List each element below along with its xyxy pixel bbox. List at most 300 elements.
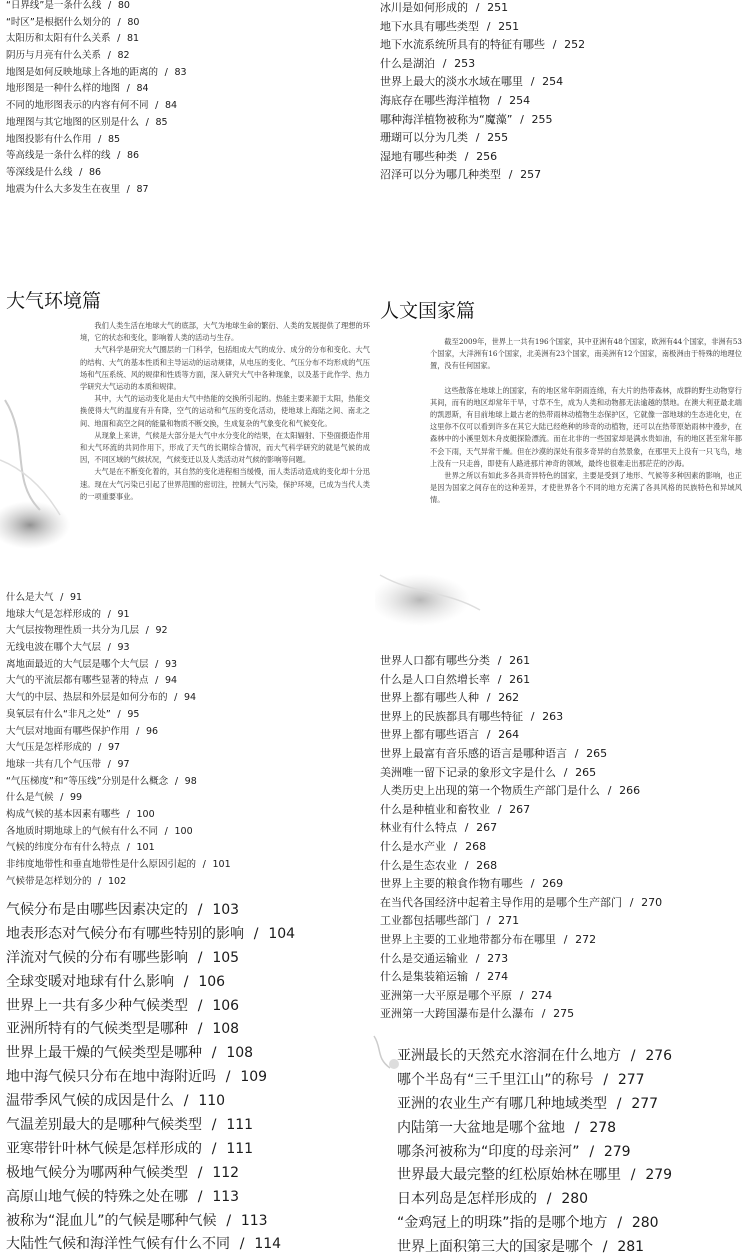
entry-title: 世界上主要的工业地带都分布在哪里 (380, 932, 556, 946)
separator: / (117, 33, 121, 45)
toc-entry[interactable] (380, 950, 745, 969)
toc-entry[interactable] (6, 971, 368, 995)
intro-paragraph: 大气科学是研究大气圈层的一门科学，包括组成大气的成分、成分的分布和变化、大气的结构、大气的基本性质和主导运动的运动规律，从电压的变化、气压分布不均形成的气压场和气压系统、风的规律和性质等方面，深入研究大气中各种现象，以及基于此作学、热力学研究大气运动的本质和规律。 (80, 345, 370, 392)
separator: / (98, 875, 102, 887)
toc-entry[interactable] (397, 1141, 745, 1165)
entry-page: 254 (542, 75, 564, 89)
toc-entry[interactable] (6, 707, 366, 724)
entry-page: 85 (108, 133, 121, 145)
separator: / (253, 925, 259, 942)
separator: / (239, 1236, 245, 1253)
separator: / (197, 1021, 203, 1038)
toc-entry[interactable] (380, 55, 745, 74)
entry-title: 地图是如何反映地球上各地的距离的 (6, 66, 159, 78)
entry-title: 世界最大最完整的红松原始林在哪里 (397, 1167, 621, 1184)
toc-entry[interactable] (6, 1162, 368, 1186)
entry-title: 在当代各国经济中起着主导作用的是哪个生产部门 (380, 895, 622, 909)
entry-page: 255 (487, 131, 509, 145)
separator: / (197, 997, 203, 1014)
entry-page: 87 (136, 183, 149, 195)
separator: / (541, 1007, 546, 1021)
toc-entry[interactable] (6, 132, 366, 149)
entry-page: 280 (561, 1191, 589, 1208)
separator: / (530, 709, 535, 723)
toc-entry[interactable] (380, 819, 745, 838)
separator: / (552, 38, 557, 52)
entry-title: 世界上都有哪些人种 (380, 691, 479, 705)
entry-page: 265 (575, 765, 597, 779)
toc-entry[interactable] (397, 1069, 745, 1093)
entry-title: 大气的平流层都有哪些显著的特点 (6, 675, 149, 687)
separator: / (79, 166, 83, 178)
toc-entry[interactable] (6, 1210, 368, 1234)
entry-title: 洋流对气候的分布有哪些影响 (6, 949, 188, 966)
entry-page: 81 (127, 33, 140, 45)
toc-entry[interactable] (380, 912, 745, 931)
entry-title: 世界上一共有多少种气候类型 (6, 997, 188, 1014)
toc-entry[interactable] (380, 931, 745, 950)
intro-paragraph: 我们人类生活在地球大气的底部，大气为地球生命的繁衍、人类的发展提供了理想的环境，它的状态和变化，影响着人类的活动与生存。 (80, 321, 370, 343)
entry-page: 271 (498, 914, 520, 928)
entry-title: “日界线”是一条什么线 (6, 0, 102, 11)
toc-entry[interactable] (397, 1188, 745, 1212)
toc-entry[interactable] (380, 36, 745, 55)
separator: / (486, 728, 491, 742)
entry-page: 92 (155, 625, 168, 637)
separator: / (602, 1239, 608, 1256)
separator: / (464, 821, 469, 835)
toc-entry[interactable] (6, 724, 366, 741)
toc-entry[interactable] (6, 807, 366, 824)
entry-page: 257 (520, 168, 542, 182)
separator: / (563, 765, 568, 779)
entry-title: 离地面最近的大气层是哪个大气层 (6, 658, 149, 670)
entry-title: 什么是集装箱运输 (380, 970, 468, 984)
separator: / (486, 914, 491, 928)
toc-entry[interactable] (380, 838, 745, 857)
separator: / (574, 746, 579, 760)
entry-page: 82 (117, 50, 130, 62)
toc-entry[interactable] (6, 740, 366, 757)
separator: / (603, 1071, 609, 1088)
entry-page: 100 (174, 825, 193, 837)
toc-entry[interactable] (6, 757, 366, 774)
entry-page: 94 (184, 692, 197, 704)
toc-entry[interactable] (6, 115, 366, 132)
entry-title: 全球变暖对地球有什么影响 (6, 973, 174, 990)
toc-entry[interactable] (397, 1045, 745, 1069)
entry-title: 等深线是什么线 (6, 166, 73, 178)
entry-page: 101 (212, 859, 231, 870)
entry-title: 世界上主要的粮食作物有哪些 (380, 877, 523, 891)
entry-page: 277 (631, 1095, 659, 1112)
toc-entry[interactable] (6, 48, 366, 65)
toc-entry[interactable] (6, 774, 366, 791)
toc-entry[interactable] (380, 652, 745, 671)
section-heading-atmosphere: 大气环境篇 (6, 290, 102, 312)
toc-entry[interactable] (397, 1117, 745, 1141)
entry-page: 251 (487, 1, 509, 14)
toc-entry[interactable] (380, 857, 745, 876)
entry-page: 253 (454, 56, 476, 70)
entry-page: 266 (619, 784, 641, 798)
toc-entry[interactable] (380, 92, 745, 111)
entry-page: 91 (117, 608, 130, 620)
entry-title: 被称为“混血儿”的气候是哪种气候 (6, 1212, 217, 1229)
entry-title: 世界上最富有音乐感的语言是哪种语言 (380, 746, 567, 760)
entry-page: 80 (127, 16, 140, 28)
toc-entry[interactable] (380, 111, 745, 130)
entry-title: 臭氧层有什么“非凡之处” (6, 708, 111, 720)
toc-entry[interactable] (6, 840, 366, 857)
entry-page: 254 (509, 93, 531, 107)
entry-title: “金鸡冠上的明珠”指的是哪个地方 (397, 1215, 608, 1232)
toc-entry[interactable] (397, 1236, 745, 1260)
entry-title: 世界上都有哪些语言 (380, 728, 479, 742)
entry-title: 哪条河被称为“印度的母亲河” (397, 1143, 580, 1160)
entry-title: 地图投影有什么作用 (6, 133, 92, 145)
entry-page: 97 (108, 742, 121, 754)
entry-page: 274 (531, 988, 553, 1002)
entry-page: 274 (487, 970, 509, 984)
separator: / (475, 131, 480, 145)
entry-title: 大陆性气候和海洋性气候有什么不同 (6, 1236, 230, 1253)
entry-page: 261 (509, 672, 531, 686)
entry-page: 268 (476, 858, 498, 872)
toc-entry[interactable] (6, 1018, 368, 1042)
entry-title: 世界上最干燥的气候类型是哪种 (6, 1045, 202, 1062)
toc-entry[interactable] (380, 18, 745, 37)
entry-title: 地形图是一种什么样的地图 (6, 83, 121, 95)
entry-title: 大气层对地面有哪些保护作用 (6, 725, 130, 737)
entry-title: 什么是气候 (6, 792, 54, 804)
toc-entry[interactable] (6, 81, 366, 98)
entry-title: 大气的中层、热层和外层是如何分布的 (6, 692, 168, 704)
intro-paragraph: 这些散落在地球上的国家，有的地区常年阴雨连绵，有大片的热带森林，成群的野生动物穿行其间，而有的地区却常年干旱，寸草不生，成为人类和动物都无法逾越的禁地。在澳大利亚最北端的凯恩斯，有目前地球上最古老的热带雨林动植物生态保护区，它就像一部地球的生态进化史，在这里你不仅可以看到许多在其它大陆已经绝种的珍奇的动植物，还可以在热带原始雨林中漫步，在森林中的小溪里划木舟皮艇探险漂流。而在北非的一些国家却是满水贵如油，有的地区甚至常年都不会下雨，天气异常干燥。但在沙漠的深处有很多奇异的自然景象，在那里天上没有一只飞鸟，地上没有一只走兽，即使有人路进那片神奇的领域，最终也很难走出那茫茫的沙海。 (430, 385, 742, 468)
entry-page: 111 (226, 1117, 254, 1134)
intro-paragraph: 截至2009年，世界上一共有196个国家，其中亚洲有48个国家，欧洲有44个国家，非洲有53个国家，大洋洲有16个国家，北美洲有23个国家，南美洲有12个国家，南极洲由于特殊的地理位置，没有任何国家。 (430, 337, 742, 371)
entry-page: 262 (498, 691, 520, 705)
intro-paragraph: 大气是在不断变化着的，其自然的变化进程相当缓慢，而人类活动造成的变化却十分迅速。现在大气污染已引起了世界范围的密切注，控制大气污染，保护环境，已成为当代人类的一项重要事业。 (80, 467, 370, 501)
entry-page: 276 (645, 1048, 673, 1064)
entry-title: 气候的纬度分布有什么特点 (6, 842, 121, 854)
ink-splash-left (0, 340, 90, 570)
entry-title: 什么是湖泊 (380, 56, 435, 70)
entry-page: 278 (589, 1119, 617, 1136)
separator: / (117, 150, 121, 162)
entry-title: 沼泽可以分为哪几种类型 (380, 168, 501, 182)
toc-atmosphere-small (6, 590, 366, 890)
separator: / (126, 808, 130, 820)
entry-page: 279 (645, 1167, 673, 1184)
entry-title: “气压梯度”和“等压线”分别是什么概念 (6, 775, 169, 787)
entry-page: 251 (498, 19, 520, 33)
separator: / (126, 83, 130, 95)
entry-title: 什么是人口自然增长率 (380, 672, 490, 686)
entry-title: 亚洲的农业生产有哪几种地域类型 (397, 1095, 607, 1112)
entry-title: 内陆第一大盆地是哪个盆地 (397, 1119, 565, 1136)
toc-entry[interactable] (380, 764, 745, 783)
entry-title: 气温差别最大的是哪种气候类型 (6, 1117, 202, 1134)
entry-title: 亚寒带针叶林气候是怎样形成的 (6, 1140, 202, 1157)
entry-page: 269 (542, 877, 564, 891)
separator: / (475, 1, 480, 14)
separator: / (98, 133, 102, 145)
toc-entry[interactable] (380, 987, 745, 1006)
separator: / (530, 75, 535, 89)
entry-title: 大气层按物理性质一共分为几层 (6, 625, 140, 637)
entry-page: 272 (575, 932, 597, 946)
entry-title: 工业都包括哪些部门 (380, 914, 479, 928)
separator: / (453, 839, 458, 853)
separator: / (126, 842, 130, 854)
toc-entry[interactable] (6, 1138, 368, 1162)
toc-entry[interactable] (397, 1212, 745, 1236)
toc-entry[interactable] (6, 1233, 368, 1257)
toc-entry[interactable] (397, 1164, 745, 1188)
toc-entry[interactable] (380, 801, 745, 820)
entry-title: 日本列岛是怎样形成的 (397, 1191, 537, 1208)
entry-title: 大气压是怎样形成的 (6, 742, 92, 754)
entry-page: 275 (553, 1007, 575, 1021)
separator: / (520, 112, 524, 126)
entry-title: 阴历与月亮有什么关系 (6, 50, 102, 62)
toc-entry[interactable] (6, 31, 366, 48)
separator: / (145, 625, 149, 637)
toc-entry[interactable] (6, 790, 366, 807)
separator: / (617, 1215, 623, 1232)
separator: / (126, 183, 130, 195)
toc-entry[interactable] (380, 0, 745, 18)
separator: / (107, 758, 111, 770)
toc-entry[interactable] (397, 1093, 745, 1117)
separator: / (607, 784, 612, 798)
separator: / (145, 116, 149, 128)
toc-entry[interactable] (380, 708, 745, 727)
entry-title: 亚洲第一大平原是哪个平原 (380, 988, 512, 1002)
toc-entry[interactable] (6, 1090, 368, 1114)
separator: / (174, 692, 178, 704)
entry-page: 261 (509, 654, 531, 667)
toc-entry[interactable] (6, 65, 366, 82)
toc-entry[interactable] (6, 1042, 368, 1066)
separator: / (630, 1167, 636, 1184)
entry-title: 哪种海洋植物被称为“魔藻” (380, 112, 513, 126)
entry-page: 113 (240, 1212, 268, 1229)
entry-title: 地震为什么大多发生在夜里 (6, 183, 121, 195)
entry-page: 114 (254, 1236, 282, 1253)
toc-entry[interactable] (6, 182, 366, 199)
toc-entry[interactable] (6, 690, 366, 707)
entry-title: 哪个半岛有“三千里江山”的称号 (397, 1071, 594, 1088)
separator: / (155, 658, 159, 670)
entry-title: 等高线是一条什么样的线 (6, 150, 111, 162)
entry-page: 96 (146, 725, 159, 737)
toc-entry[interactable] (6, 0, 366, 15)
entry-title: 各地质时期地球上的气候有什么不同 (6, 825, 159, 837)
entry-title: 人类历史上出现的第一个物质生产部门是什么 (380, 784, 600, 798)
entry-title: 构成气候的基本因素有哪些 (6, 808, 121, 820)
entry-page: 110 (198, 1093, 226, 1110)
entry-title: 什么是生态农业 (380, 858, 457, 872)
entry-page: 112 (212, 1164, 240, 1181)
toc-entry[interactable] (380, 726, 745, 745)
toc-entry[interactable] (6, 947, 368, 971)
toc-entry[interactable] (380, 148, 745, 167)
entry-title: 美洲唯一留下记录的象形文字是什么 (380, 765, 556, 779)
entry-page: 280 (631, 1215, 659, 1232)
humanities-intro (430, 336, 742, 507)
entry-page: 105 (212, 949, 240, 966)
separator: / (117, 708, 121, 720)
toc-atmosphere-large (6, 899, 368, 1257)
separator: / (475, 951, 480, 965)
entry-title: 极地气候分为哪两种气候类型 (6, 1164, 188, 1181)
entry-page: 267 (509, 802, 531, 816)
entry-page: 97 (117, 758, 130, 770)
separator: / (225, 1069, 231, 1086)
toc-entry[interactable] (380, 782, 745, 801)
separator: / (211, 1140, 217, 1157)
separator: / (519, 988, 524, 1002)
entry-page: 106 (212, 997, 240, 1014)
entry-title: 地理图与其它地图的区别是什么 (6, 116, 140, 128)
toc-entry[interactable] (6, 590, 366, 607)
entry-title: 什么是水产业 (380, 839, 446, 853)
toc-entry[interactable] (380, 671, 745, 690)
entry-title: 世界上的民族都具有哪些特征 (380, 709, 523, 723)
entry-page: 252 (564, 38, 586, 52)
separator: / (197, 1164, 203, 1181)
entry-page: 106 (198, 973, 226, 990)
toc-humanities-medium (380, 652, 745, 1024)
separator: / (475, 970, 480, 984)
toc-entry[interactable] (6, 148, 366, 165)
separator: / (197, 902, 203, 918)
entry-page: 103 (212, 902, 240, 918)
toc-entry[interactable] (380, 875, 745, 894)
separator: / (464, 149, 469, 163)
entry-page: 264 (498, 728, 520, 742)
toc-entry[interactable] (380, 689, 745, 708)
separator: / (616, 1095, 622, 1112)
toc-entry[interactable] (380, 166, 745, 185)
toc-entry[interactable] (6, 640, 366, 657)
separator: / (60, 792, 64, 804)
toc-entry[interactable] (380, 1005, 745, 1024)
entry-title: 亚洲最长的天然充水溶洞在什么地方 (397, 1048, 621, 1064)
separator: / (107, 50, 111, 62)
entry-title: 温带季风气候的成因是什么 (6, 1093, 174, 1110)
entry-title: 海底存在哪些海洋植物 (380, 93, 490, 107)
separator: / (630, 1048, 636, 1064)
separator: / (211, 1117, 217, 1134)
separator: / (197, 1188, 203, 1205)
entry-page: 101 (136, 842, 155, 854)
ink-splash-right (375, 555, 485, 635)
section-heading-humanities: 人文国家篇 (380, 300, 476, 322)
entry-page: 268 (465, 839, 487, 853)
entry-title: 什么是交通运输业 (380, 951, 468, 965)
entry-page: 86 (89, 166, 102, 178)
entry-page: 270 (641, 895, 663, 909)
entry-page: 255 (531, 112, 553, 126)
toc-entry[interactable] (380, 129, 745, 148)
toc-entry[interactable] (6, 857, 366, 874)
separator: / (546, 1191, 552, 1208)
entry-title: 亚洲第一大跨国瀑布是什么瀑布 (380, 1007, 534, 1021)
separator: / (183, 973, 189, 990)
entry-title: 不同的地形图表示的内容有何不同 (6, 100, 149, 112)
separator: / (486, 19, 491, 33)
entry-page: 84 (165, 100, 178, 112)
entry-page: 86 (127, 150, 140, 162)
toc-entry[interactable] (6, 165, 366, 182)
separator: / (508, 168, 513, 182)
entry-title: 非纬度地带性和垂直地带性是什么原因引起的 (6, 859, 197, 870)
toc-entry[interactable] (6, 98, 366, 115)
toc-entry[interactable] (6, 899, 368, 923)
separator: / (60, 592, 64, 603)
toc-entry[interactable] (6, 607, 366, 624)
toc-entry[interactable] (380, 73, 745, 92)
entry-page: 265 (586, 746, 608, 760)
toc-entry[interactable] (6, 15, 366, 32)
entry-title: 地表形态对气候分布有哪些特别的影响 (6, 925, 244, 942)
separator: / (629, 895, 634, 909)
entry-title: 地中海气候只分布在地中海附近吗 (6, 1069, 216, 1086)
toc-entry[interactable] (380, 894, 745, 913)
toc-entry[interactable] (6, 1114, 368, 1138)
toc-entry[interactable] (6, 673, 366, 690)
separator: / (107, 642, 111, 654)
toc-entry[interactable] (6, 923, 368, 947)
separator: / (464, 858, 469, 872)
separator: / (563, 932, 568, 946)
entry-title: 高原山地气候的特殊之处在哪 (6, 1188, 188, 1205)
entry-page: 102 (108, 875, 127, 887)
entry-page: 98 (184, 775, 197, 787)
entry-page: 85 (155, 116, 168, 128)
entry-title: 湿地有哪些种类 (380, 149, 457, 163)
separator: / (136, 725, 140, 737)
entry-page: 104 (268, 925, 296, 942)
toc-entry[interactable] (6, 874, 366, 891)
entry-page: 267 (476, 821, 498, 835)
entry-title: 太阳历和太阳有什么关系 (6, 33, 111, 45)
entry-page: 263 (542, 709, 564, 723)
separator: / (155, 675, 159, 687)
entry-title: 气候分布是由哪些因素决定的 (6, 902, 188, 918)
separator: / (174, 775, 179, 787)
separator: / (107, 0, 112, 11)
entry-page: 99 (70, 792, 83, 804)
toc-entry[interactable] (6, 657, 366, 674)
toc-entry[interactable] (6, 1066, 368, 1090)
toc-entry[interactable] (380, 968, 745, 987)
separator: / (98, 742, 102, 754)
entry-title: 林业有什么特点 (380, 821, 457, 835)
toc-entry[interactable] (6, 995, 368, 1019)
toc-humanities-large (397, 1045, 745, 1260)
separator: / (497, 93, 502, 107)
toc-entry[interactable] (6, 623, 366, 640)
toc-entry[interactable] (6, 824, 366, 841)
toc-entry[interactable] (6, 1186, 368, 1210)
entry-title: 地球大气是怎样形成的 (6, 608, 102, 620)
separator: / (226, 1212, 232, 1229)
toc-entry[interactable] (380, 745, 745, 764)
